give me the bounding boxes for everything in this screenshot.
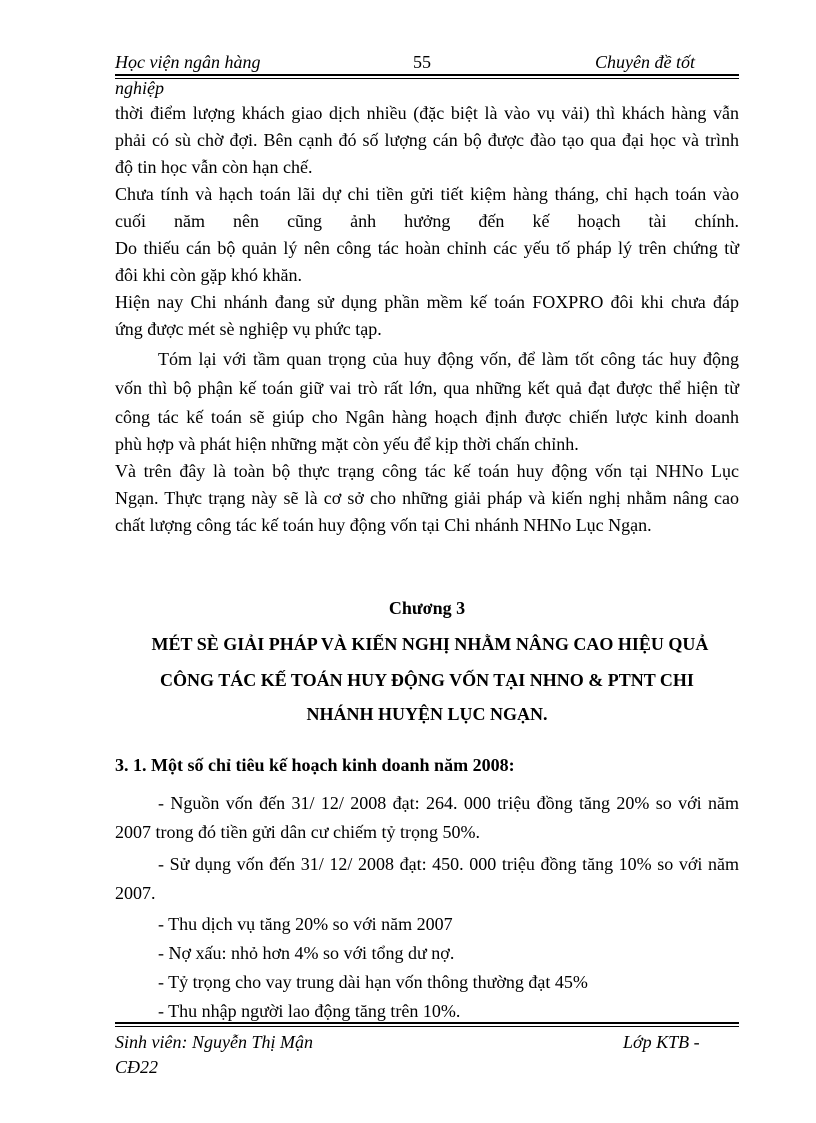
bullet-line: 2007 trong đó tiền gửi dân cư chiếm tỷ trọng 50%. bbox=[115, 822, 480, 842]
body-line: đôi khi còn gặp khó khăn. bbox=[115, 265, 302, 285]
body-line: chất lượng công tác kế toán huy động vốn tại Chi nhánh NHNo Lục Ngạn. bbox=[115, 515, 652, 535]
body-line: ứng được mét sè nghiệp vụ phức tạp. bbox=[115, 319, 382, 339]
bullet-line: - Nguồn vốn đến 31/ 12/ 2008 đạt: 264. 000 triệu đồng tăng 20% so với năm bbox=[158, 793, 739, 813]
body-line: phải có sù chờ đợi. Bên cạnh đó số lượng cán bộ được đào tạo qua đại học và trình bbox=[115, 130, 739, 150]
bullet-line: - Sử dụng vốn đến 31/ 12/ 2008 đạt: 450. 000 triệu đồng tăng 10% so với năm bbox=[158, 854, 739, 874]
body-line: Hiện nay Chi nhánh đang sử dụng phần mềm kế toán FOXPRO đôi khi chưa đáp bbox=[115, 292, 739, 312]
page-number: 55 bbox=[413, 52, 431, 72]
header-rule bbox=[115, 74, 739, 76]
body-line: thời điểm lượng khách giao dịch nhiều (đặc biệt là vào vụ vải) thì khách hàng vẫn bbox=[115, 103, 739, 123]
body-line: độ tin học vẫn còn hạn chế. bbox=[115, 157, 313, 177]
bullet-line: - Nợ xấu: nhỏ hơn 4% so với tổng dư nợ. bbox=[158, 943, 455, 963]
body-line: công tác kế toán sẽ giúp cho Ngân hàng hoạch định được chiến lược kinh doanh bbox=[115, 407, 739, 427]
footer-class-cont: CĐ22 bbox=[115, 1057, 159, 1077]
body-line: Do thiếu cán bộ quản lý nên công tác hoàn chỉnh các yếu tố pháp lý trên chứng từ bbox=[115, 238, 739, 258]
header-institution: Học viện ngân hàng bbox=[115, 52, 261, 72]
bullet-line: 2007. bbox=[115, 883, 156, 903]
body-line: Tóm lại với tầm quan trọng của huy động vốn, để làm tốt công tác huy động bbox=[158, 349, 739, 369]
footer-rule-thin bbox=[115, 1026, 739, 1027]
section-heading: 3. 1. Một số chỉ tiêu kế hoạch kinh doanh năm 2008: bbox=[115, 755, 515, 775]
chapter-title-line: CÔNG TÁC KẾ TOÁN HUY ĐỘNG VỐN TẠI NHNO & PTNT CHI bbox=[160, 670, 694, 690]
chapter-title-line: NHÁNH HUYỆN LỤC NGẠN. bbox=[306, 704, 548, 724]
header-doc-type: Chuyên đề tốt bbox=[595, 52, 695, 72]
body-line: vốn thì bộ phận kế toán giữ vai trò rất lớn, qua những kết quả đạt được thể hiện từ bbox=[115, 378, 739, 398]
bullet-line: - Thu nhập người lao động tăng trên 10%. bbox=[158, 1001, 461, 1021]
header-doc-type-cont: nghiệp bbox=[115, 78, 164, 98]
chapter-title-line: MÉT SÈ GIẢI PHÁP VÀ KIẾN NGHỊ NHẰM NÂNG CAO HIỆU QUẢ bbox=[151, 634, 709, 654]
chapter-label: Chương 3 bbox=[388, 598, 466, 618]
body-line: phù hợp và phát hiện những mặt còn yếu để kịp thời chấn chỉnh. bbox=[115, 434, 579, 454]
footer-rule bbox=[115, 1022, 739, 1024]
body-line: cuối năm nên cũng ảnh hưởng đến kế hoạch tài chính. bbox=[115, 211, 739, 231]
body-line: Chưa tính và hạch toán lãi dự chi tiền gửi tiết kiệm hàng tháng, chỉ hạch toán vào bbox=[115, 184, 739, 204]
bullet-line: - Tỷ trọng cho vay trung dài hạn vốn thông thường đạt 45% bbox=[158, 972, 588, 992]
footer-student: Sinh viên: Nguyễn Thị Mận bbox=[115, 1032, 313, 1052]
body-line: Và trên đây là toàn bộ thực trạng công tác kế toán huy động vốn tại NHNo Lục bbox=[115, 461, 739, 481]
header-rule-thin bbox=[115, 78, 739, 79]
bullet-line: - Thu dịch vụ tăng 20% so với năm 2007 bbox=[158, 914, 453, 934]
body-line: Ngạn. Thực trạng này sẽ là cơ sở cho những giải pháp và kiến nghị nhằm nâng cao bbox=[115, 488, 739, 508]
footer-class: Lớp KTB - bbox=[623, 1032, 700, 1052]
page-header bbox=[115, 52, 739, 76]
